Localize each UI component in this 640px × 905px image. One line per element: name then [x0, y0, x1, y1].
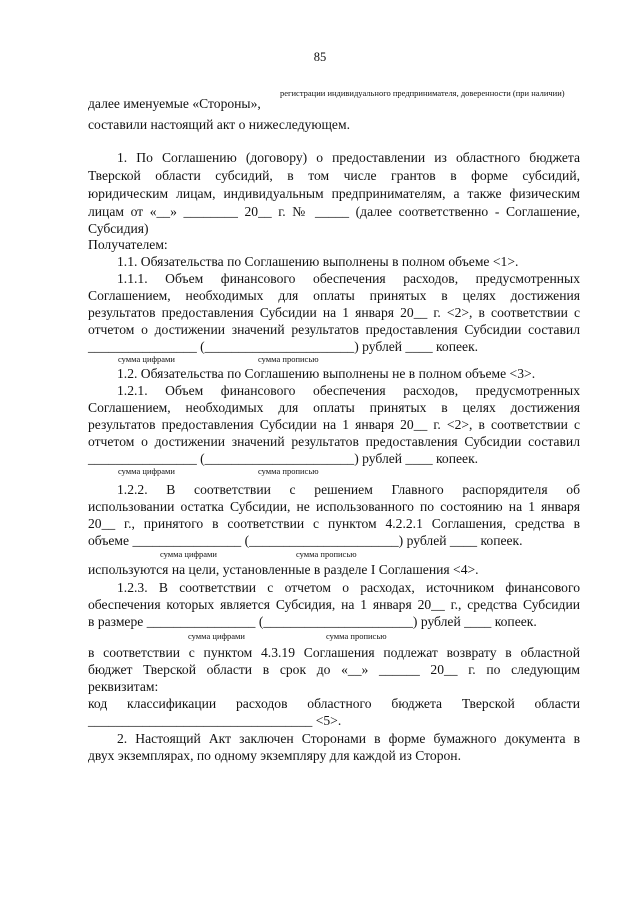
text-line: результатов предоставления Субсидии на 1 января 20__ г. <2>, в соответствии с: [88, 417, 580, 432]
text-line: юридическим лицам, индивидуальным предпринимателям, а также физическим: [88, 186, 580, 201]
text-line: реквизитам:: [88, 679, 159, 694]
text-line: в соответствии с пунктом 4.3.19 Соглашения подлежат возврату в областной: [88, 645, 580, 660]
text-line: Соглашением, необходимых для оплаты принятых в целях достижения: [88, 400, 580, 415]
text-line: отчетом о достижении значений результатов предоставления Субсидии составил: [88, 322, 580, 337]
text-line: лицам от «__» ________ 20__ г. № _____ (далее соответственно - Соглашение,: [88, 204, 580, 219]
text-line: использовании остатка Субсидии, не использованного по состоянию на 1 января: [88, 499, 580, 514]
text-line: 1.2. Обязательства по Соглашению выполнены не в полном объеме <3>.: [117, 366, 536, 381]
text-line: 2. Настоящий Акт заключен Сторонами в форме бумажного документа в: [117, 731, 580, 746]
text-line: Тверской области субсидий, в том числе грантов в форме субсидий,: [88, 168, 580, 183]
text-line: далее именуемые «Стороны»,: [88, 96, 261, 111]
text-line: результатов предоставления Субсидии на 1 января 20__ г. <2>, в соответствии с: [88, 305, 580, 320]
text-line: ________________ (______________________) рублей ____ копеек.: [88, 339, 479, 354]
page-number: 85: [313, 50, 327, 64]
text-line: _________________________________ <5>.: [88, 713, 342, 728]
text-line: 1.1. Обязательства по Соглашению выполнены в полном объеме <1>.: [117, 254, 519, 269]
text-line: код классификации расходов областного бюджета Тверской области: [88, 696, 580, 711]
text-line: обеспечения которых является Субсидия, на 1 января 20__ г., средства Субсидии: [88, 597, 580, 612]
hint-sum-digits: сумма цифрами: [118, 354, 175, 364]
text-line: отчетом о достижении значений результатов предоставления Субсидии составил: [88, 434, 580, 449]
text-line: Субсидия): [88, 221, 149, 236]
text-line: 1.1.1. Объем финансового обеспечения расходов, предусмотренных: [117, 271, 580, 286]
text-line: Соглашением, необходимых для оплаты принятых в целях достижения: [88, 288, 580, 303]
text-line: используются на цели, установленные в разделе I Соглашения <4>.: [88, 562, 479, 577]
text-line: Получателем:: [88, 237, 168, 252]
text-line: составили настоящий акт о нижеследующем.: [88, 117, 350, 132]
text-line: объеме ________________ (______________________) рублей ____ копеек.: [88, 533, 523, 548]
text-line: 1.2.3. В соответствии с отчетом о расходах, источником финансового: [117, 580, 580, 595]
text-line: в размере ________________ (______________________) рублей ____ копеек.: [88, 614, 537, 629]
hint-sum-digits: сумма цифрами: [188, 631, 245, 641]
text-line: 1.2.1. Объем финансового обеспечения расходов, предусмотренных: [117, 383, 580, 398]
hint-sum-digits: сумма цифрами: [160, 549, 217, 559]
text-line: бюджет Тверской области в срок до «__» ______ 20__ г. по следующим: [88, 662, 580, 677]
text-line: 1.2.2. В соответствии с решением Главного распорядителя об: [117, 482, 580, 497]
hint-sum-words: сумма прописью: [326, 631, 387, 641]
hint-sum-words: сумма прописью: [258, 354, 319, 364]
text-line: 1. По Соглашению (договору) о предоставлении из областного бюджета: [117, 150, 580, 165]
hint-sum-words: сумма прописью: [296, 549, 357, 559]
text-line: двух экземплярах, по одному экземпляру для каждой из Сторон.: [88, 748, 461, 763]
hint-sum-digits: сумма цифрами: [118, 466, 175, 476]
text-line: ________________ (______________________) рублей ____ копеек.: [88, 451, 479, 466]
header-hint: регистрации индивидуального предпринимателя, доверенности (при наличии): [280, 88, 565, 98]
hint-sum-words: сумма прописью: [258, 466, 319, 476]
text-line: 20__ г., принятого в соответствии с пунктом 4.2.2.1 Соглашения, средства в: [88, 516, 580, 531]
